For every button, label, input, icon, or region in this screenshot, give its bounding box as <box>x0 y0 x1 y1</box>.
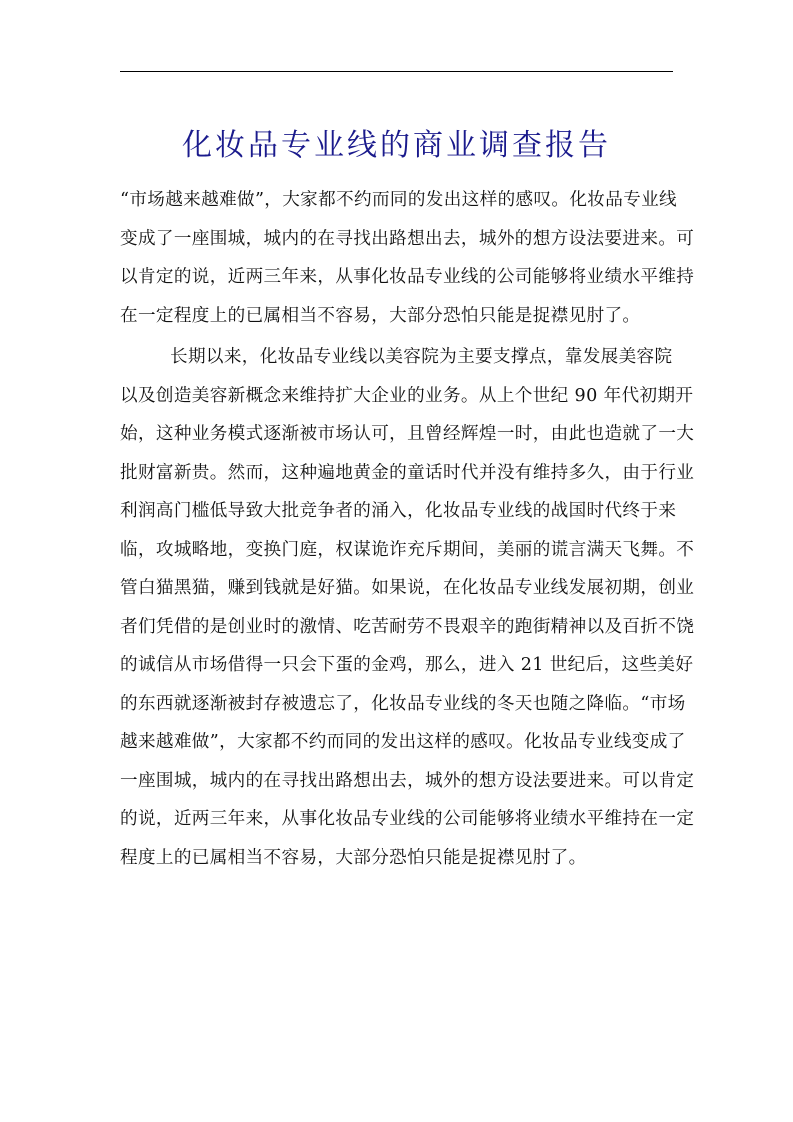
paragraph-2 <box>120 338 695 877</box>
text-line: 临，攻城略地，变换门庭，权谋诡诈充斥期间，美丽的谎言满天飞舞。不 <box>120 539 695 560</box>
text-line: 者们凭借的是创业时的激情、吃苦耐劳不畏艰辛的跑街精神以及百折不饶 <box>120 616 695 637</box>
text-line: 在一定程度上的已属相当不容易，大部分恐怕只能是捉襟见肘了。 <box>120 305 641 326</box>
text-line: 批财富新贵。然而，这种遍地黄金的童话时代并没有维持多久，由于行业 <box>120 462 695 483</box>
text-line: 以肯定的说，近两三年来，从事化妆品专业线的公司能够将业绩水平维持 <box>120 267 695 287</box>
text-line: 管白猫黑猫，赚到钱就是好猫。如果说，在化妆品专业线发展初期，创业 <box>120 578 695 598</box>
text-line: 变成了一座围城，城内的在寻找出路想出去，城外的想方设法要进来。可 <box>120 228 695 249</box>
document-title: 化妆品专业线的商业调查报告 <box>182 128 611 163</box>
text-line: 始，这种业务模式逐渐被市场认可，且曾经辉煌一时，由此也造就了一大 <box>120 424 695 444</box>
text-line: 利润高门槛低导致大批竞争者的涌入，化妆品专业线的战国时代终于来 <box>120 501 677 521</box>
text-line: 的说，近两三年来，从事化妆品专业线的公司能够将业绩水平维持在一定 <box>120 809 695 829</box>
text-line: “市场越来越难做”，大家都不约而同的发出这样的感叹。化妆品专业线 <box>120 190 678 210</box>
text-line: 以及创造美容新概念来维持扩大企业的业务。从上个世纪 90 年代初期开 <box>120 385 694 406</box>
text-line: 的诚信从市场借得一只会下蛋的金鸡，那么，进入 21 世纪后，这些美好 <box>120 655 694 675</box>
text-line: 程度上的已属相当不容易，大部分恐怕只能是捉襟见肘了。 <box>120 847 587 868</box>
text-line: 的东西就逐渐被封存被遗忘了，化妆品专业线的冬天也随之降临。“市场 <box>120 693 686 714</box>
text-line: 长期以来，化妆品专业线以美容院为主要支撑点，靠发展美容院 <box>170 347 673 367</box>
header-rule <box>120 71 673 72</box>
text-line: 一座围城，城内的在寻找出路想出去，城外的想方设法要进来。可以肯定 <box>120 770 695 791</box>
paragraph-1 <box>120 181 695 335</box>
text-line: 越来越难做”，大家都不约而同的发出这样的感叹。化妆品专业线变成了 <box>120 732 686 752</box>
